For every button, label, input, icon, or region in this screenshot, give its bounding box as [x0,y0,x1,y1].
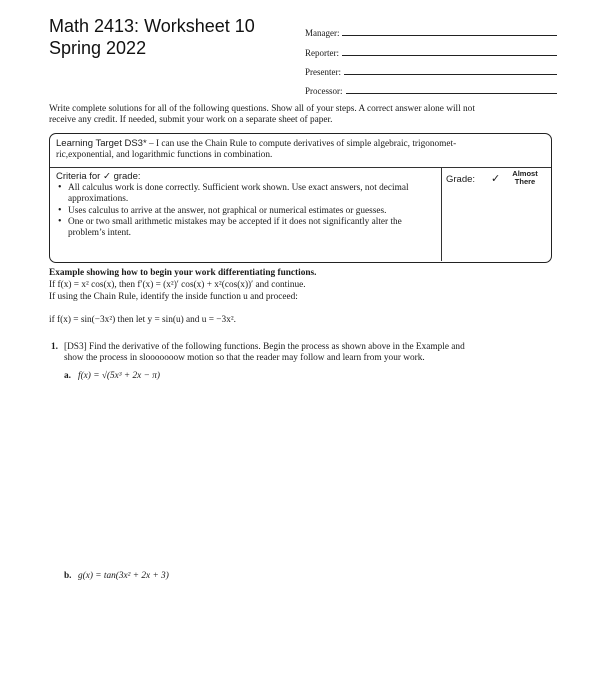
reporter-field[interactable] [305,44,557,58]
learning-target-text: – I can use the Chain Rule to compute derivatives of simple algebraic, trigonomet- [146,139,457,149]
presenter-field[interactable] [305,63,557,77]
worksheet-title: Math 2413: Worksheet 10 [49,16,255,36]
part-a-expression: f(x) = √(5x³ + 2x − π) [78,371,160,381]
part-b-label: b. [64,571,72,581]
processor-label: Processor: [305,86,343,96]
manager-line [342,35,557,36]
instructions-line1: Write complete solutions for all of the following questions. Show all of your steps. A correct answer alone will not [49,104,475,114]
manager-field[interactable] [305,24,557,38]
reporter-line [342,55,557,56]
almost-there-label [508,170,542,186]
learning-target-line1 [56,138,546,151]
criteria-divider [50,167,551,168]
semester-label: Spring 2022 [49,38,147,58]
manager-label: Manager: [305,28,340,38]
part-a-label: a. [64,371,71,381]
question-number: 1. [51,342,58,352]
part-b-expression: g(x) = tan(3x² + 2x + 3) [78,571,169,581]
criteria-item: • Uses calculus to arrive at the answer, not graphical or numerical estimates or guesses. [68,206,438,217]
learning-target-line2: ric,exponential, and logarithmic functions in combination. [56,150,273,160]
question-text-line1: [DS3] Find the derivative of the following functions. Begin the process as shown above in the Example and [64,342,465,352]
example-line1: If f(x) = x² cos(x), then f′(x) = (x²)′ cos(x) + x²(cos(x))′ and continue. [49,280,306,290]
processor-line [346,93,558,94]
criteria-item: • All calculus work is done correctly. Sufficient work shown. Use exact answers, not decimal approximations. [68,183,438,205]
learning-target-label: Learning Target DS3* [56,138,147,149]
example-line2: If using the Chain Rule, identify the inside function u and proceed: [49,292,298,302]
instructions-line2: receive any credit. If needed, submit your work on a separate sheet of paper. [49,115,333,125]
grade-label: Grade: [446,174,476,185]
example-line3: if f(x) = sin(−3x²) then let y = sin(u) and u = −3x². [49,315,236,325]
presenter-line [344,74,557,75]
there-text: There [514,177,536,186]
criteria-list [56,183,438,240]
example-heading: Example showing how to begin your work differentiating functions. [49,268,317,278]
checkmark-icon: ✓ [491,173,501,185]
reporter-label: Reporter: [305,48,339,58]
criteria-item: • One or two small arithmetic mistakes may be accepted if it does not significantly alter the problem’s intent. [68,217,438,239]
grade-column-divider [441,167,442,261]
processor-field[interactable] [305,82,557,96]
criteria-heading: Criteria for ✓ grade: [56,171,141,182]
almost-text: Almost [512,169,538,178]
presenter-label: Presenter: [305,67,341,77]
question-text-line2: show the process in slooooooow motion so that the reader may follow and learn from your work. [64,353,425,363]
